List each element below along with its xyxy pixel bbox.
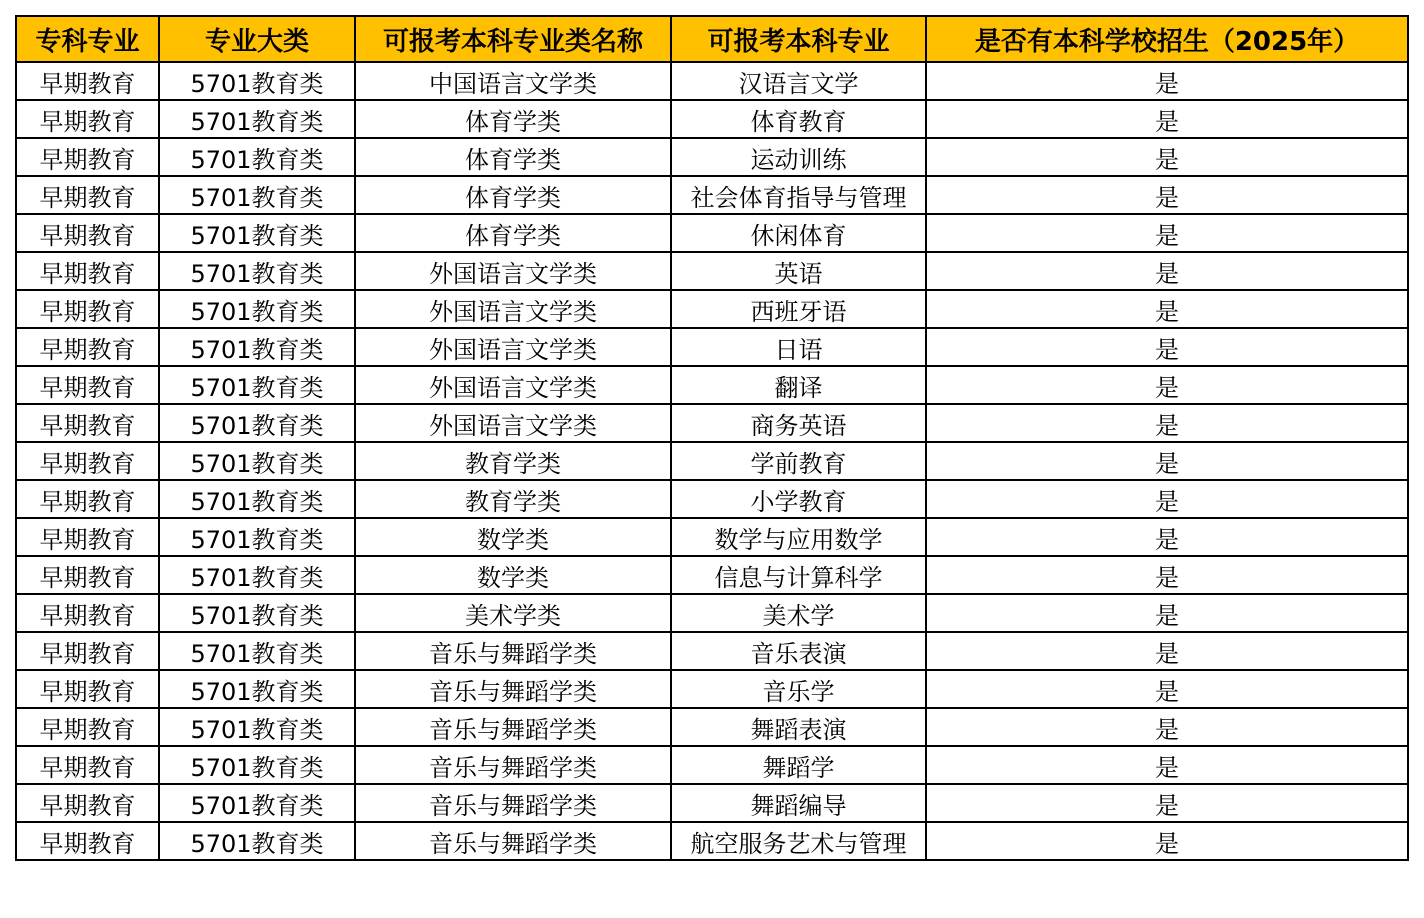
cell-specialty: 早期教育 [16,366,159,404]
cell-specialty: 早期教育 [16,784,159,822]
header-cell-specialty: 专科专业 [16,16,159,62]
cell-specialty: 早期教育 [16,176,159,214]
table-row [16,822,1408,860]
table-row [16,404,1408,442]
cell-category: 5701教育类 [159,404,355,442]
header-cell-undergrad-category: 可报考本科专业类名称 [355,16,671,62]
cell-category: 5701教育类 [159,708,355,746]
cell-category: 5701教育类 [159,518,355,556]
cell-specialty: 早期教育 [16,442,159,480]
cell-enrollment: 是 [926,404,1408,442]
cell-enrollment: 是 [926,822,1408,860]
cell-category: 5701教育类 [159,822,355,860]
cell-enrollment: 是 [926,138,1408,176]
cell-undergrad-category: 体育学类 [355,138,671,176]
cell-enrollment: 是 [926,632,1408,670]
cell-category: 5701教育类 [159,176,355,214]
cell-undergrad-category: 数学类 [355,518,671,556]
cell-undergrad-major: 舞蹈编导 [671,784,926,822]
cell-category: 5701教育类 [159,328,355,366]
cell-undergrad-major: 休闲体育 [671,214,926,252]
cell-undergrad-major: 音乐学 [671,670,926,708]
table-row [16,746,1408,784]
table-row [16,480,1408,518]
cell-undergrad-category: 音乐与舞蹈学类 [355,784,671,822]
table-body [16,62,1408,860]
cell-category: 5701教育类 [159,366,355,404]
cell-undergrad-category: 外国语言文学类 [355,366,671,404]
cell-specialty: 早期教育 [16,822,159,860]
cell-undergrad-category: 外国语言文学类 [355,252,671,290]
cell-enrollment: 是 [926,252,1408,290]
cell-undergrad-major: 西班牙语 [671,290,926,328]
cell-category: 5701教育类 [159,480,355,518]
table-row [16,214,1408,252]
table-row [16,62,1408,100]
cell-specialty: 早期教育 [16,252,159,290]
cell-undergrad-major: 小学教育 [671,480,926,518]
cell-enrollment: 是 [926,784,1408,822]
cell-undergrad-major: 翻译 [671,366,926,404]
cell-category: 5701教育类 [159,556,355,594]
table-row [16,138,1408,176]
cell-specialty: 早期教育 [16,214,159,252]
cell-undergrad-category: 体育学类 [355,100,671,138]
table-row [16,594,1408,632]
cell-undergrad-category: 教育学类 [355,442,671,480]
cell-category: 5701教育类 [159,252,355,290]
cell-specialty: 早期教育 [16,746,159,784]
cell-enrollment: 是 [926,328,1408,366]
cell-enrollment: 是 [926,366,1408,404]
major-table [15,15,1409,861]
cell-category: 5701教育类 [159,746,355,784]
cell-undergrad-major: 社会体育指导与管理 [671,176,926,214]
cell-category: 5701教育类 [159,62,355,100]
table-row [16,176,1408,214]
cell-specialty: 早期教育 [16,328,159,366]
cell-undergrad-major: 体育教育 [671,100,926,138]
cell-category: 5701教育类 [159,100,355,138]
cell-enrollment: 是 [926,100,1408,138]
cell-category: 5701教育类 [159,442,355,480]
cell-undergrad-category: 数学类 [355,556,671,594]
cell-specialty: 早期教育 [16,62,159,100]
table-row [16,670,1408,708]
cell-undergrad-major: 航空服务艺术与管理 [671,822,926,860]
cell-undergrad-category: 体育学类 [355,176,671,214]
cell-enrollment: 是 [926,594,1408,632]
cell-undergrad-category: 外国语言文学类 [355,404,671,442]
table-row [16,328,1408,366]
cell-category: 5701教育类 [159,594,355,632]
cell-undergrad-category: 音乐与舞蹈学类 [355,822,671,860]
cell-category: 5701教育类 [159,138,355,176]
cell-undergrad-major: 运动训练 [671,138,926,176]
cell-undergrad-category: 音乐与舞蹈学类 [355,746,671,784]
cell-undergrad-major: 学前教育 [671,442,926,480]
cell-enrollment: 是 [926,214,1408,252]
cell-specialty: 早期教育 [16,594,159,632]
header-row [16,16,1408,62]
cell-category: 5701教育类 [159,670,355,708]
cell-enrollment: 是 [926,556,1408,594]
table-row [16,290,1408,328]
table-row [16,100,1408,138]
cell-undergrad-category: 中国语言文学类 [355,62,671,100]
cell-undergrad-category: 音乐与舞蹈学类 [355,670,671,708]
table-row [16,518,1408,556]
cell-undergrad-major: 音乐表演 [671,632,926,670]
cell-enrollment: 是 [926,670,1408,708]
cell-undergrad-category: 音乐与舞蹈学类 [355,708,671,746]
cell-enrollment: 是 [926,176,1408,214]
cell-specialty: 早期教育 [16,670,159,708]
cell-undergrad-major: 汉语言文学 [671,62,926,100]
table-header [16,16,1408,62]
cell-undergrad-category: 教育学类 [355,480,671,518]
cell-specialty: 早期教育 [16,100,159,138]
cell-undergrad-category: 音乐与舞蹈学类 [355,632,671,670]
header-cell-enrollment: 是否有本科学校招生（2025年） [926,16,1408,62]
table-row [16,556,1408,594]
cell-undergrad-category: 外国语言文学类 [355,290,671,328]
cell-specialty: 早期教育 [16,556,159,594]
cell-category: 5701教育类 [159,784,355,822]
cell-undergrad-category: 外国语言文学类 [355,328,671,366]
table-row [16,252,1408,290]
cell-undergrad-major: 数学与应用数学 [671,518,926,556]
cell-category: 5701教育类 [159,632,355,670]
cell-specialty: 早期教育 [16,632,159,670]
cell-enrollment: 是 [926,442,1408,480]
table-row [16,784,1408,822]
cell-enrollment: 是 [926,480,1408,518]
cell-specialty: 早期教育 [16,290,159,328]
cell-undergrad-major: 舞蹈学 [671,746,926,784]
cell-specialty: 早期教育 [16,480,159,518]
cell-undergrad-major: 美术学 [671,594,926,632]
cell-undergrad-major: 信息与计算科学 [671,556,926,594]
cell-category: 5701教育类 [159,290,355,328]
cell-undergrad-major: 舞蹈表演 [671,708,926,746]
table-row [16,632,1408,670]
table-row [16,708,1408,746]
cell-enrollment: 是 [926,62,1408,100]
cell-undergrad-major: 英语 [671,252,926,290]
table-row [16,442,1408,480]
cell-specialty: 早期教育 [16,708,159,746]
cell-enrollment: 是 [926,746,1408,784]
header-cell-category: 专业大类 [159,16,355,62]
cell-enrollment: 是 [926,708,1408,746]
header-cell-undergrad-major: 可报考本科专业 [671,16,926,62]
cell-undergrad-major: 商务英语 [671,404,926,442]
cell-enrollment: 是 [926,290,1408,328]
cell-category: 5701教育类 [159,214,355,252]
table-container [15,15,1409,861]
cell-undergrad-major: 日语 [671,328,926,366]
cell-specialty: 早期教育 [16,518,159,556]
cell-enrollment: 是 [926,518,1408,556]
cell-specialty: 早期教育 [16,138,159,176]
cell-undergrad-category: 体育学类 [355,214,671,252]
cell-undergrad-category: 美术学类 [355,594,671,632]
table-row [16,366,1408,404]
cell-specialty: 早期教育 [16,404,159,442]
